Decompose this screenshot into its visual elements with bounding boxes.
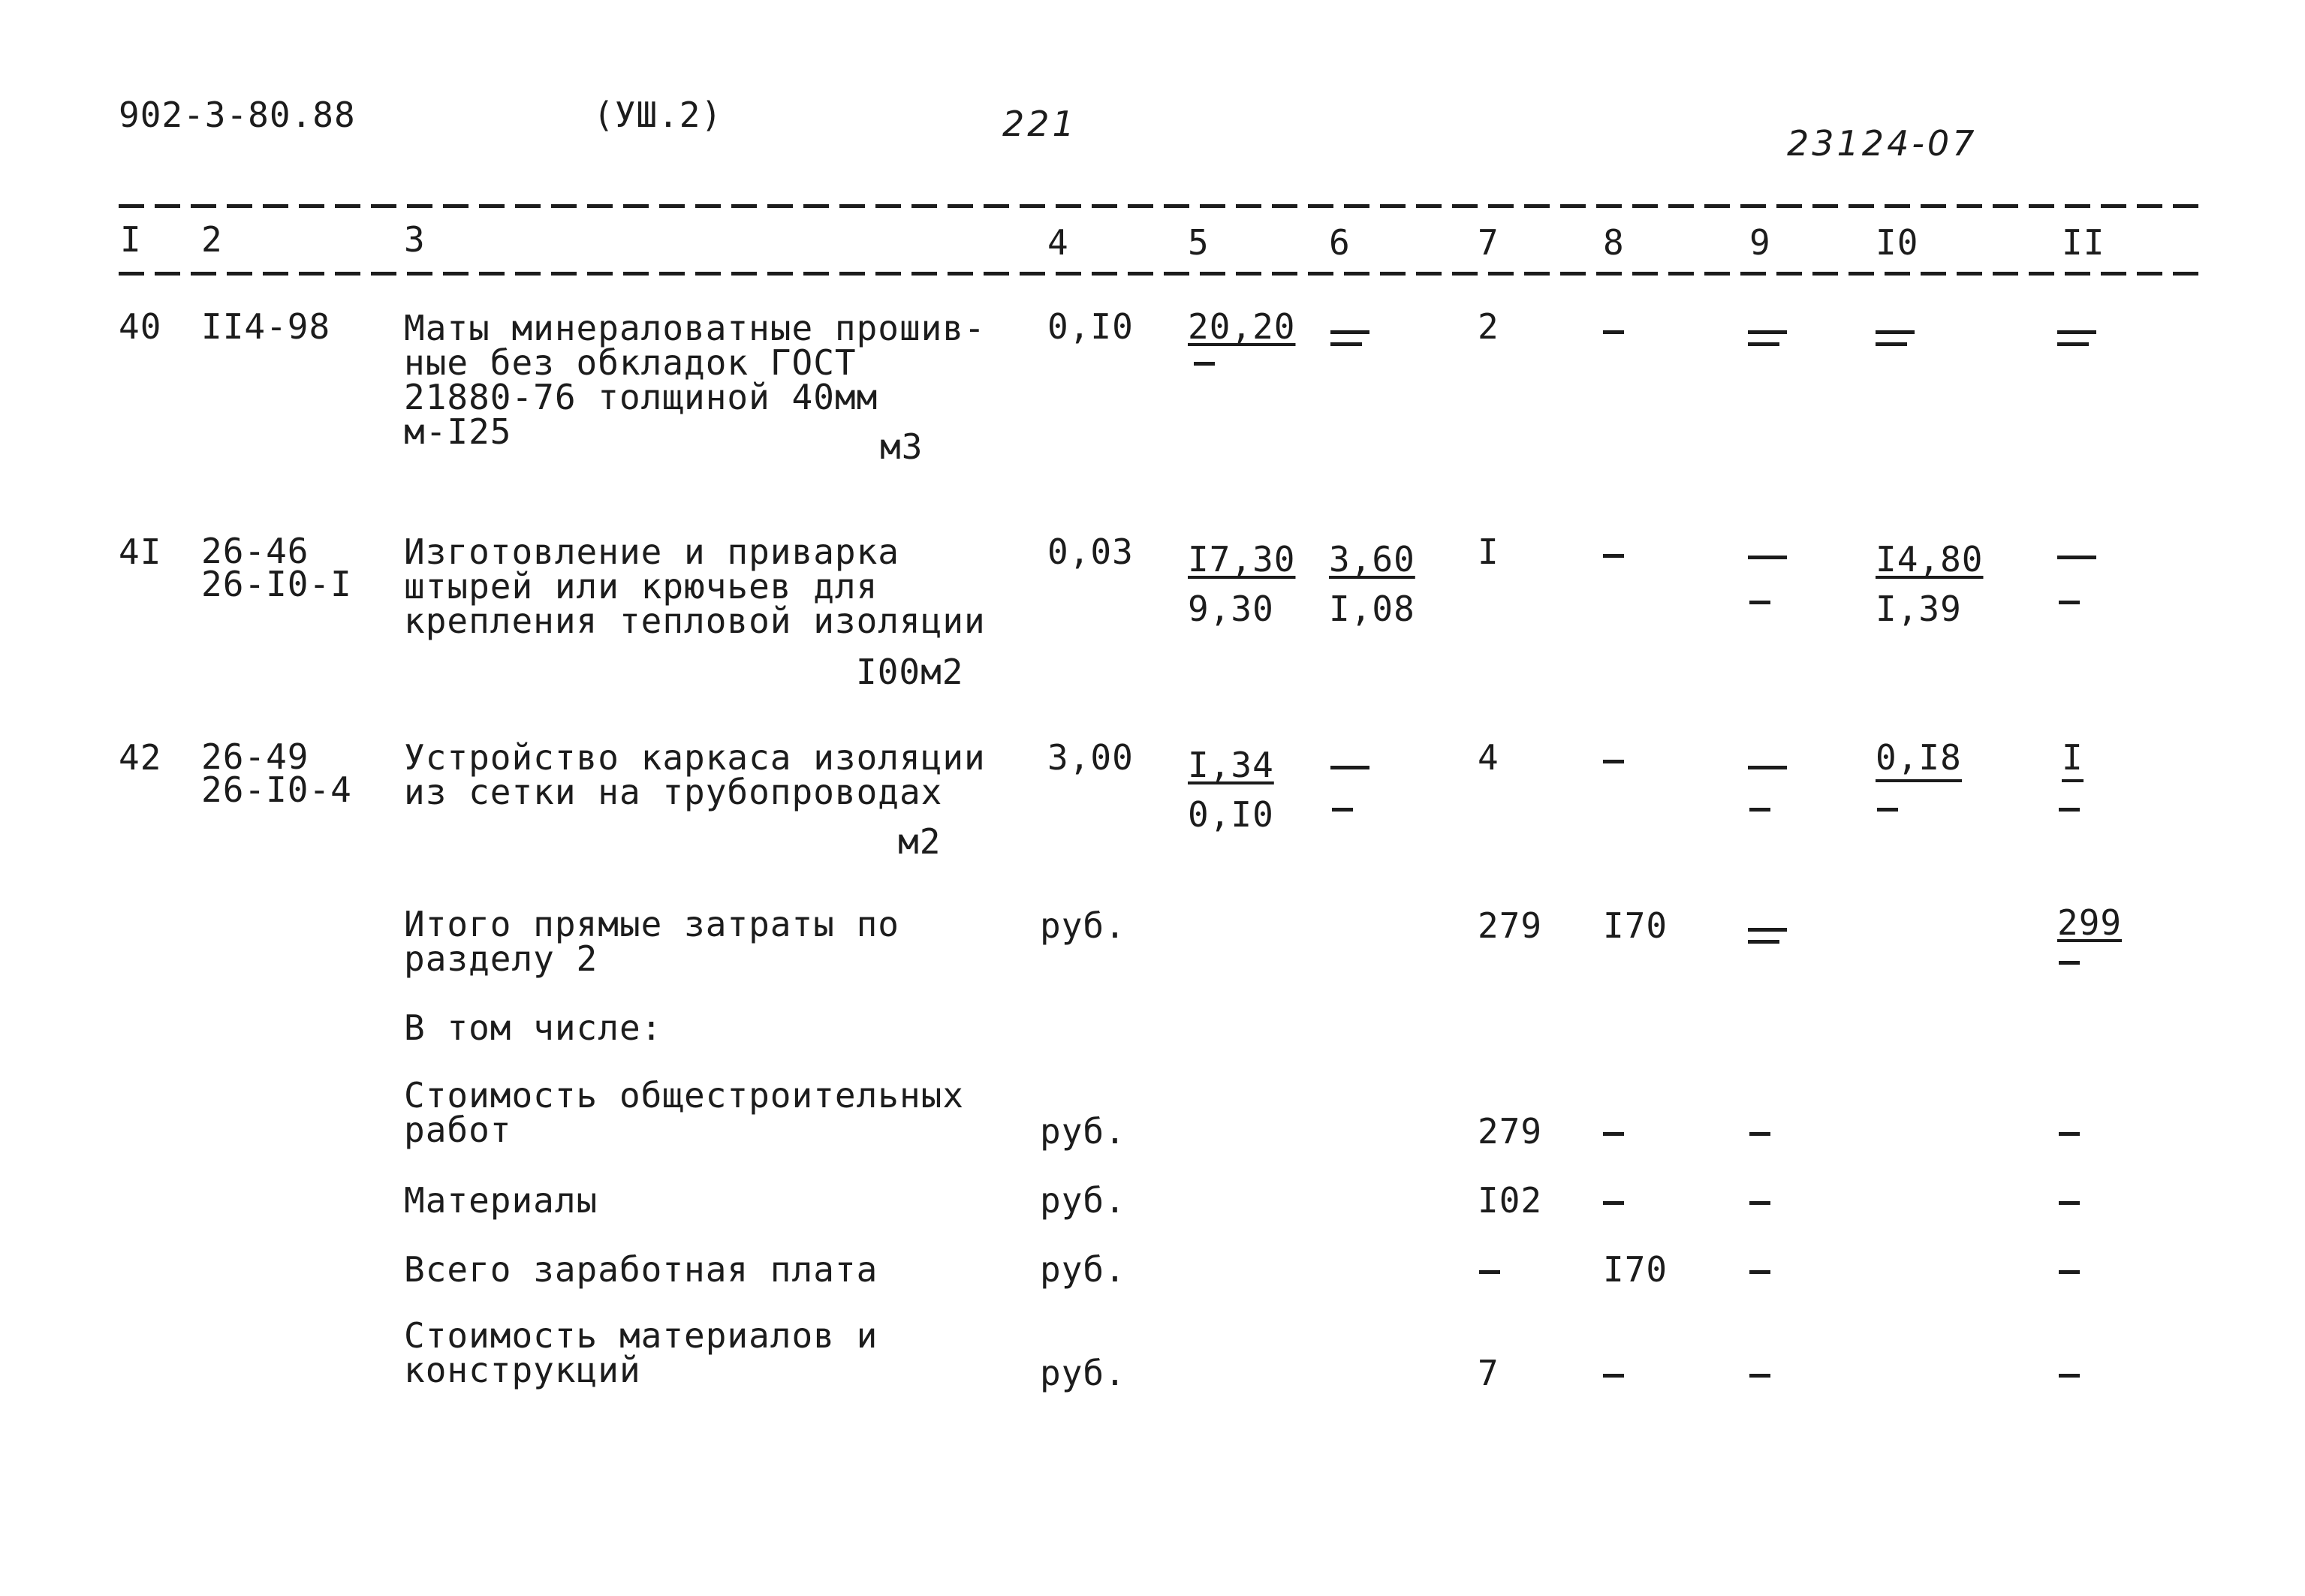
dash-mark: [1603, 554, 1624, 558]
breakdown-label: Стоимость материалов и конструкций: [404, 1315, 878, 1390]
unit-cost: 20,20: [1188, 306, 1296, 347]
materials-cost: I: [2062, 740, 2084, 775]
total-cost: I: [1478, 531, 1499, 572]
breakdown-unit: руб.: [1040, 1249, 1126, 1290]
totals-unit: руб.: [1040, 905, 1126, 946]
totals-wage: I70: [1603, 905, 1668, 946]
row-description: Изготовление и приварка штырей или крючьев для крепления тепловой изоляции: [404, 531, 986, 641]
column-header-10: I0: [1876, 222, 1919, 263]
header-rule-bottom: [119, 272, 2206, 276]
ditto-mark: [2057, 556, 2096, 568]
row-number: 42: [119, 737, 162, 778]
ditto-mark: [1876, 330, 1915, 354]
breakdown-label: Материалы: [404, 1180, 598, 1221]
dash-mark: [1603, 1374, 1624, 1378]
price-code: 26-49 26-I0-4: [201, 736, 352, 810]
unit-cost: I,34 0,I0: [1188, 745, 1274, 835]
header-rule-top: [119, 204, 2206, 208]
wage-cost: 3,60 I,08: [1329, 539, 1415, 629]
ditto-mark: [1748, 766, 1787, 778]
total-cost: 2: [1478, 306, 1499, 347]
dash-mark: [1603, 1201, 1624, 1205]
breakdown-label: Всего заработная плата: [404, 1249, 878, 1290]
dash-mark: [1332, 808, 1353, 812]
totals-label: Итого прямые затраты по разделу 2: [404, 904, 899, 979]
dash-mark: [2059, 1201, 2080, 1205]
dash-mark: [1749, 601, 1770, 604]
breakdown-cost: I02: [1478, 1180, 1543, 1221]
section-label: (УШ.2): [593, 95, 723, 135]
total-cost: 4: [1478, 737, 1499, 778]
wage-total: 0,I8: [1876, 740, 1962, 775]
price-code: II4-98: [201, 306, 331, 347]
totals-materials: 299: [2057, 902, 2123, 943]
dash-mark: [1479, 1270, 1500, 1274]
dash-mark: [1194, 362, 1215, 366]
breakdown-cost: 7: [1478, 1353, 1499, 1393]
dash-mark: [1749, 1374, 1770, 1378]
column-header-6: 6: [1329, 222, 1351, 263]
row-description: Маты минераловатные прошив- ные без обкладок ГОСТ 21880-76 толщиной 40мм м-I25: [404, 308, 986, 452]
dash-mark: [2059, 1270, 2080, 1274]
ditto-mark: [2057, 330, 2096, 354]
dash-mark: [1603, 760, 1624, 763]
price-code: 26-46 26-I0-I: [201, 531, 352, 604]
column-header-7: 7: [1478, 222, 1499, 263]
column-header-3: 3: [404, 219, 426, 260]
breakdown-unit: руб.: [1040, 1111, 1126, 1152]
dash-mark: [1749, 1201, 1770, 1205]
ditto-mark: [1330, 330, 1369, 354]
column-header-11: II: [2062, 222, 2105, 263]
page-number: 221: [1002, 104, 1077, 144]
unit-of-measure: м2: [898, 821, 942, 862]
column-header-8: 8: [1603, 222, 1625, 263]
breakdown-unit: руб.: [1040, 1353, 1126, 1393]
dash-mark: [2059, 808, 2080, 812]
row-number: 4I: [119, 531, 162, 572]
column-header-5: 5: [1188, 222, 1210, 263]
dash-mark: [1749, 1132, 1770, 1136]
dash-mark: [2059, 961, 2080, 965]
row-description: Устройство каркаса изоляции из сетки на трубопроводах: [404, 737, 986, 812]
unit-of-measure: I00м2: [856, 652, 964, 692]
ditto-mark: [1748, 330, 1787, 354]
breakdown-unit: руб.: [1040, 1180, 1126, 1221]
dash-mark: [2059, 601, 2080, 604]
dash-mark: [1603, 330, 1624, 334]
unit-cost: I7,30 9,30: [1188, 539, 1296, 629]
totals-cost: 279: [1478, 905, 1543, 946]
ditto-mark: [1748, 556, 1787, 568]
including-label: В том числе:: [404, 1007, 663, 1048]
dash-mark: [1749, 1270, 1770, 1274]
quantity: 0,I0: [1047, 306, 1134, 347]
dash-mark: [1603, 1132, 1624, 1136]
unit-of-measure: м3: [880, 426, 924, 467]
wage-total: I4,80 I,39: [1876, 539, 1984, 629]
breakdown-wage: I70: [1603, 1249, 1668, 1290]
column-header-4: 4: [1047, 222, 1069, 263]
breakdown-label: Стоимость общестроительных работ: [404, 1075, 965, 1150]
dash-mark: [1749, 808, 1770, 812]
column-header-2: 2: [201, 219, 223, 260]
dash-mark: [1877, 808, 1898, 812]
column-header-1: I: [120, 219, 142, 260]
column-header-9: 9: [1749, 222, 1771, 263]
breakdown-cost: 279: [1478, 1111, 1543, 1152]
quantity: 3,00: [1047, 737, 1134, 778]
stamp-number: 23124-07: [1787, 123, 1978, 164]
row-number: 40: [119, 306, 162, 347]
dash-mark: [2059, 1132, 2080, 1136]
quantity: 0,03: [1047, 531, 1134, 572]
dash-mark: [2059, 1374, 2080, 1378]
document-code: 902-3-80.88: [119, 95, 356, 135]
ditto-mark: [1330, 766, 1369, 778]
ditto-mark: [1748, 928, 1787, 952]
